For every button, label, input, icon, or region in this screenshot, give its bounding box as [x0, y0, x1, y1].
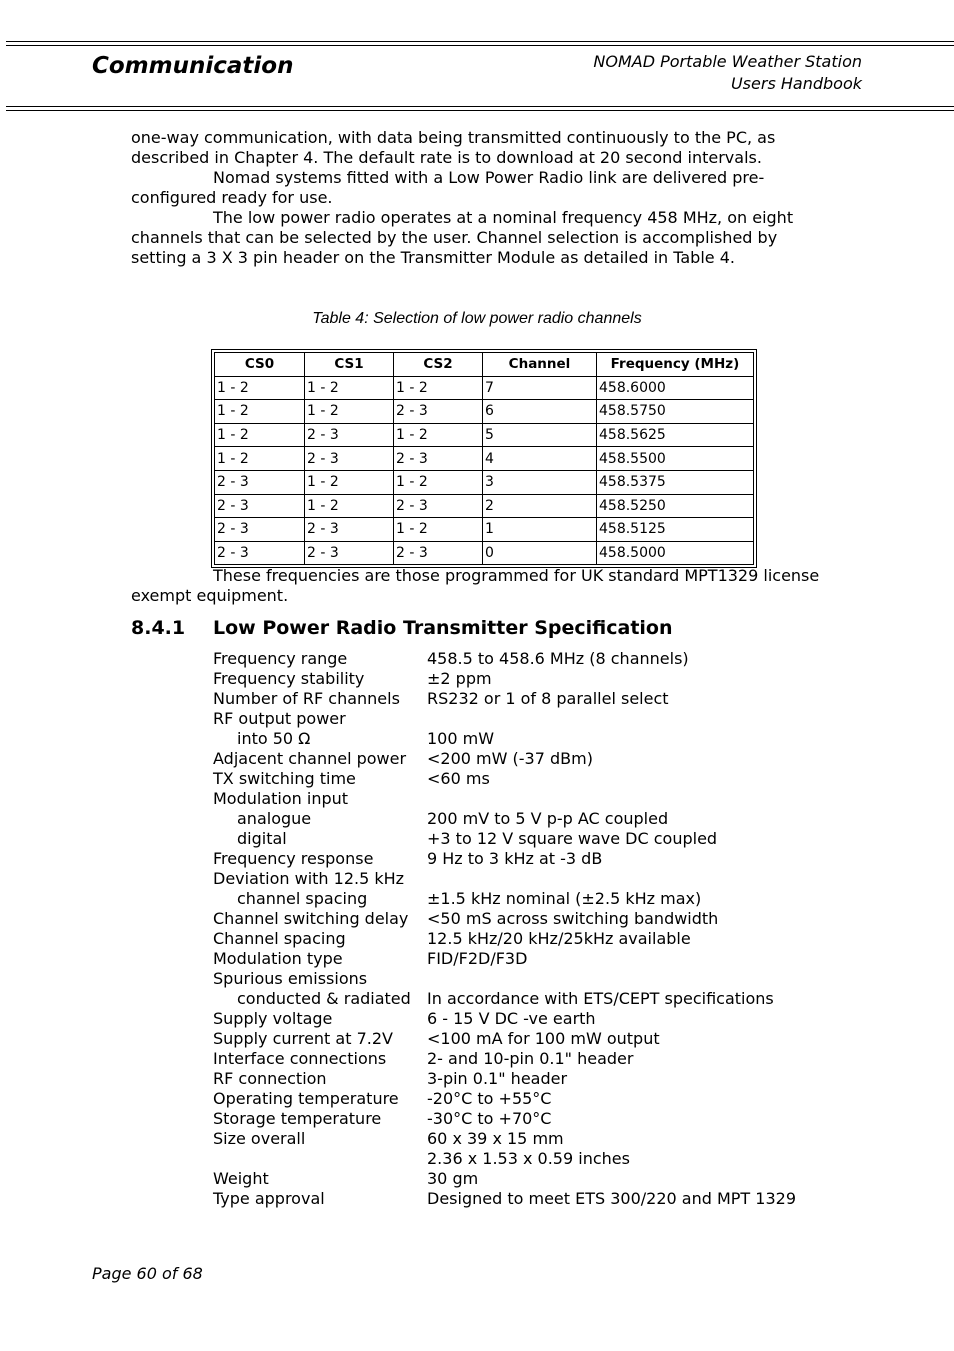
spec-row: [213, 869, 796, 889]
table-cell: 1 - 2: [305, 494, 394, 518]
spec-value: 2- and 10-pin 0.1" header: [427, 1049, 634, 1068]
spec-row: [213, 1149, 796, 1169]
spec-label: Channel switching delay: [213, 909, 409, 928]
table-cell: 2 - 3: [215, 518, 305, 542]
spec-value: In accordance with ETS/CEPT specifications: [427, 989, 774, 1008]
spec-value: ±2 ppm: [427, 669, 492, 688]
table-header-cell: CS0: [215, 353, 305, 377]
spec-value: 458.5 to 458.6 MHz (8 channels): [427, 649, 689, 668]
table-cell: 2 - 3: [394, 541, 483, 565]
spec-row: [213, 1169, 796, 1189]
table-cell: 4: [483, 447, 597, 471]
spec-row: [213, 949, 796, 969]
spec-row: [213, 969, 796, 989]
table-cell: 1 - 2: [394, 423, 483, 447]
spec-label: analogue: [237, 809, 312, 828]
table-cell: 7: [483, 376, 597, 400]
table-cell: 458.5375: [597, 470, 754, 494]
spec-value: RS232 or 1 of 8 parallel select: [427, 689, 669, 708]
table-cell: 1 - 2: [394, 376, 483, 400]
page-number: Page 60 of 68: [92, 1264, 203, 1283]
spec-row: [213, 789, 796, 809]
table-cell: 1 - 2: [305, 400, 394, 424]
spec-row: [213, 929, 796, 949]
spec-row: [213, 1049, 796, 1069]
table-cell: 2 - 3: [215, 470, 305, 494]
table-cell: 1 - 2: [305, 470, 394, 494]
spec-label: Modulation type: [213, 949, 343, 968]
table-cell: 458.5250: [597, 494, 754, 518]
spec-row: [213, 829, 796, 849]
spec-value: ±1.5 kHz nominal (±2.5 kHz max): [427, 889, 702, 908]
spec-row: [213, 1109, 796, 1129]
table-caption: Table 4: Selection of low power radio channels: [312, 310, 642, 327]
spec-label: Frequency stability: [213, 669, 365, 688]
spec-row: [213, 849, 796, 869]
spec-value: <50 mS across switching bandwidth: [427, 909, 719, 928]
header-rule-bottom-1: [6, 106, 954, 107]
table-cell: 0: [483, 541, 597, 565]
table-cell: 1 - 2: [215, 376, 305, 400]
doc-title-line2: Users Handbook: [730, 74, 862, 93]
table-row: [215, 470, 754, 494]
table-row: [215, 494, 754, 518]
table-cell: 6: [483, 400, 597, 424]
spec-row: [213, 669, 796, 689]
spec-label: Frequency range: [213, 649, 348, 668]
table-row: [215, 518, 754, 542]
table-cell: 2 - 3: [394, 447, 483, 471]
spec-row: [213, 809, 796, 829]
paragraph-1: one-way communication, with data being transmitted continuously to the PC, as described in Chapter 4. The default rate is to download at 20 second intervals.: [131, 128, 776, 167]
spec-value: -20°C to +55°C: [427, 1089, 552, 1108]
spec-label: Storage temperature: [213, 1109, 382, 1128]
table-body: [215, 376, 754, 565]
table-cell: 5: [483, 423, 597, 447]
table-cell: 2 - 3: [215, 494, 305, 518]
body-text: [131, 128, 831, 268]
spec-label: into 50 Ω: [237, 729, 311, 748]
spec-label: Operating temperature: [213, 1089, 399, 1108]
table-header-cell: Frequency (MHz): [597, 353, 754, 377]
table-row: [215, 447, 754, 471]
table-cell: 2 - 3: [305, 518, 394, 542]
spec-label: conducted & radiated: [237, 989, 411, 1008]
paragraph-2: Nomad systems fitted with a Low Power Radio link are delivered pre-configured ready for use.: [131, 168, 765, 207]
spec-value: 30 gm: [427, 1169, 479, 1188]
spec-row: [213, 989, 796, 1009]
spec-row: [213, 1029, 796, 1049]
spec-row: [213, 1069, 796, 1089]
header-rule-top-2: [6, 45, 954, 46]
table-cell: 2 - 3: [305, 447, 394, 471]
spec-label: RF output power: [213, 709, 346, 728]
spec-label: Modulation input: [213, 789, 349, 808]
spec-label: Frequency response: [213, 849, 374, 868]
section-number: 8.4.1: [131, 617, 186, 639]
table-row: [215, 423, 754, 447]
spec-value: 6 - 15 V DC -ve earth: [427, 1009, 596, 1028]
spec-value: <200 mW (-37 dBm): [427, 749, 593, 768]
table-cell: 1 - 2: [215, 400, 305, 424]
spec-value: +3 to 12 V square wave DC coupled: [427, 829, 718, 848]
table-cell: 2 - 3: [305, 541, 394, 565]
table-header-cell: CS2: [394, 353, 483, 377]
spec-row: [213, 649, 796, 669]
spec-label: Supply current at 7.2V: [213, 1029, 393, 1048]
spec-value: 60 x 39 x 15 mm: [427, 1129, 564, 1148]
spec-label: TX switching time: [213, 769, 356, 788]
table-cell: 2 - 3: [215, 541, 305, 565]
section-title: Communication: [92, 53, 294, 79]
spec-value: 9 Hz to 3 kHz at -3 dB: [427, 849, 603, 868]
spec-label: Spurious emissions: [213, 969, 368, 988]
spec-value: FID/F2D/F3D: [427, 949, 528, 968]
spec-value: 200 mV to 5 V p-p AC coupled: [427, 809, 669, 828]
paragraph-3: The low power radio operates at a nominal frequency 458 MHz, on eight channels that can be selected by the user. Channel selection is accomplished by setting a 3 X 3 pin header on the Transmitter Module as detailed in Table 4.: [131, 208, 794, 267]
spec-row: [213, 769, 796, 789]
table-row: [215, 400, 754, 424]
spec-row: [213, 1129, 796, 1149]
table-cell: 458.6000: [597, 376, 754, 400]
spec-label: Weight: [213, 1169, 269, 1188]
header-rule-bottom-2: [6, 110, 954, 111]
spec-label: Adjacent channel power: [213, 749, 407, 768]
table-header-row: [215, 353, 754, 377]
table-row: [215, 541, 754, 565]
spec-label: Channel spacing: [213, 929, 346, 948]
spec-row: [213, 889, 796, 909]
spec-value: 100 mW: [427, 729, 495, 748]
table-cell: 1 - 2: [394, 470, 483, 494]
spec-list: [213, 649, 796, 1209]
spec-row: [213, 729, 796, 749]
table-cell: 1 - 2: [394, 518, 483, 542]
spec-label: RF connection: [213, 1069, 327, 1088]
spec-label: Type approval: [213, 1189, 325, 1208]
spec-label: Supply voltage: [213, 1009, 333, 1028]
table-cell: 2 - 3: [305, 423, 394, 447]
table-cell: 2: [483, 494, 597, 518]
spec-value: 2.36 x 1.53 x 0.59 inches: [427, 1149, 630, 1168]
section-heading-title: Low Power Radio Transmitter Specification: [213, 617, 673, 639]
spec-value: <100 mA for 100 mW output: [427, 1029, 660, 1048]
spec-row: [213, 909, 796, 929]
header-rule-top-1: [6, 41, 954, 42]
spec-label: channel spacing: [237, 889, 368, 908]
doc-title-line1: NOMAD Portable Weather Station: [593, 52, 862, 71]
table-cell: 1: [483, 518, 597, 542]
spec-label: Deviation with 12.5 kHz: [213, 869, 405, 888]
spec-row: [213, 1009, 796, 1029]
spec-label: digital: [237, 829, 287, 848]
spec-value: <60 ms: [427, 769, 490, 788]
table-cell: 458.5500: [597, 447, 754, 471]
spec-row: [213, 689, 796, 709]
radio-channel-table: [211, 349, 757, 568]
spec-row: [213, 1189, 796, 1209]
table-cell: 458.5000: [597, 541, 754, 565]
spec-row: [213, 709, 796, 729]
spec-label: Interface connections: [213, 1049, 387, 1068]
table-cell: 458.5625: [597, 423, 754, 447]
spec-label: Number of RF channels: [213, 689, 400, 708]
table-cell: 458.5750: [597, 400, 754, 424]
spec-value: Designed to meet ETS 300/220 and MPT 1329: [427, 1189, 797, 1208]
spec-label: [213, 1149, 427, 1169]
spec-value: -30°C to +70°C: [427, 1109, 552, 1128]
table-header-cell: CS1: [305, 353, 394, 377]
section-heading: [131, 615, 673, 641]
table-cell: 1 - 2: [215, 423, 305, 447]
table-cell: 2 - 3: [394, 400, 483, 424]
table-cell: 3: [483, 470, 597, 494]
spec-label: Size overall: [213, 1129, 306, 1148]
paragraph-after-table: These frequencies are those programmed for UK standard MPT1329 license exempt equipment.: [131, 566, 820, 605]
table-header-cell: Channel: [483, 353, 597, 377]
spec-row: [213, 749, 796, 769]
table-cell: 1 - 2: [305, 376, 394, 400]
spec-value: 3-pin 0.1" header: [427, 1069, 568, 1088]
table-cell: 1 - 2: [215, 447, 305, 471]
table-cell: 2 - 3: [394, 494, 483, 518]
table-row: [215, 376, 754, 400]
spec-row: [213, 1089, 796, 1109]
after-table-text: [131, 566, 831, 606]
table-cell: 458.5125: [597, 518, 754, 542]
spec-value: 12.5 kHz/20 kHz/25kHz available: [427, 929, 691, 948]
